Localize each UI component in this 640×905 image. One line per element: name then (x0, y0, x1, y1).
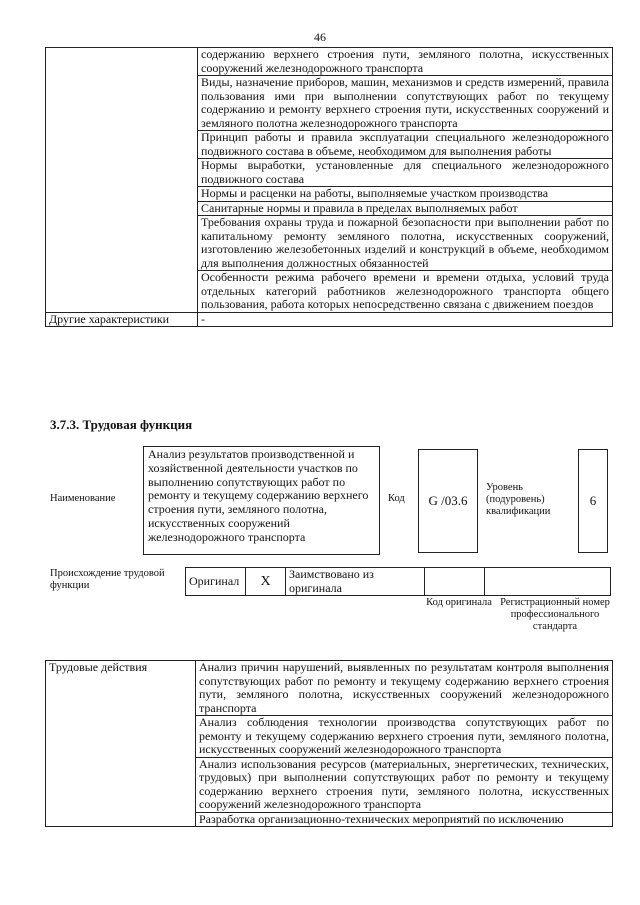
section-heading: 3.7.3. Трудовая функция (50, 417, 193, 432)
knowledge-item: Принцип работы и правила эксплуатации специального железнодорожного подвижного состава в объеме, необходимом для выполнения работы (198, 131, 613, 159)
code-value-box: G /03.6 (418, 449, 478, 553)
knowledge-item: содержанию верхнего строения пути, земляного полотна, искусственных сооружений железнодорожного транспорта (198, 48, 613, 76)
reg-number-cell (485, 568, 611, 596)
code-label: Код (388, 493, 405, 504)
original-label: Оригинал (186, 568, 246, 596)
code-original-cell (425, 568, 485, 596)
code-original-label: Код оригинала (426, 597, 492, 608)
origin-label: Происхождение трудовой функции (50, 568, 165, 591)
labor-actions-label: Трудовые действия (46, 661, 196, 827)
origin-table (185, 567, 611, 596)
name-label: Наименование (50, 493, 116, 504)
labor-action-item: Анализ соблюдения технологии производства сопутствующих работ по ремонту и текущему содержанию верхнего строения пути, земляного полотна, искусственных сооружений железнодорожного транспорта (196, 716, 613, 758)
knowledge-item: Виды, назначение приборов, машин, механизмов и средств измерений, правила пользования ими при выполнении сопутствующих работ по текущему содержанию и ремонту верхнего строения пути, искусственных сооружений и земляного полотна железнодорожного транспорта (198, 76, 613, 131)
labor-action-item: Анализ использования ресурсов (материальных, энергетических, технических, трудовых) при выполнении сопутствующих работ по ремонту и текущему содержанию верхнего строения пути, земляного полотна, искусственных сооружений железнодорожного транспорта (196, 757, 613, 812)
knowledge-table (45, 47, 613, 327)
knowledge-item: Санитарные нормы и правила в пределах выполняемых работ (198, 201, 613, 216)
knowledge-item: Особенности режима рабочего времени и времени отдыха, условий труда отдельных категорий работников железнодорожного транспорта общего пользования, работа которых непосредственно связана с движением поездов (198, 271, 613, 313)
knowledge-item: Нормы выработки, установленные для специального железнодорожного подвижного состава (198, 159, 613, 187)
other-characteristics-value: - (198, 312, 613, 327)
knowledge-label-cell (46, 48, 198, 313)
qualification-level-label: Уровень (подуровень) квалификации (486, 482, 551, 517)
reg-number-label: Регистрационный номер профессионального стандарта (500, 597, 610, 632)
knowledge-item: Нормы и расценки на работы, выполняемые участком производства (198, 187, 613, 202)
function-name-box: Анализ результатов производственной и хозяйственной деятельности участков по выполнению сопутствующих работ по ремонту и текущему содержанию верхнего строения пути, земляного полотна, искусственных сооружений железнодорожного транспорта (143, 446, 380, 555)
page-number: 46 (314, 30, 326, 44)
borrowed-label: Заимствовано из оригинала (286, 568, 425, 596)
qualification-level-box: 6 (578, 449, 608, 553)
original-mark: X (246, 568, 286, 596)
labor-action-item: Анализ причин нарушений, выявленных по результатам контроля выполнения сопутствующих работ по ремонту и текущему содержанию верхнего строения пути, земляного полотна, искусственных сооружений железнодорожного транспорта (196, 661, 613, 716)
labor-action-item: Разработка организационно-технических мероприятий по исключению (196, 812, 613, 827)
labor-actions-table (45, 660, 613, 827)
knowledge-item: Требования охраны труда и пожарной безопасности при выполнении работ по капитальному ремонту земляного полотна, искусственных сооружений, изготовлению железобетонных изделий и конструкций в объеме, необходимом для выполнения должностных обязанностей (198, 216, 613, 271)
other-characteristics-label: Другие характеристики (46, 312, 198, 327)
